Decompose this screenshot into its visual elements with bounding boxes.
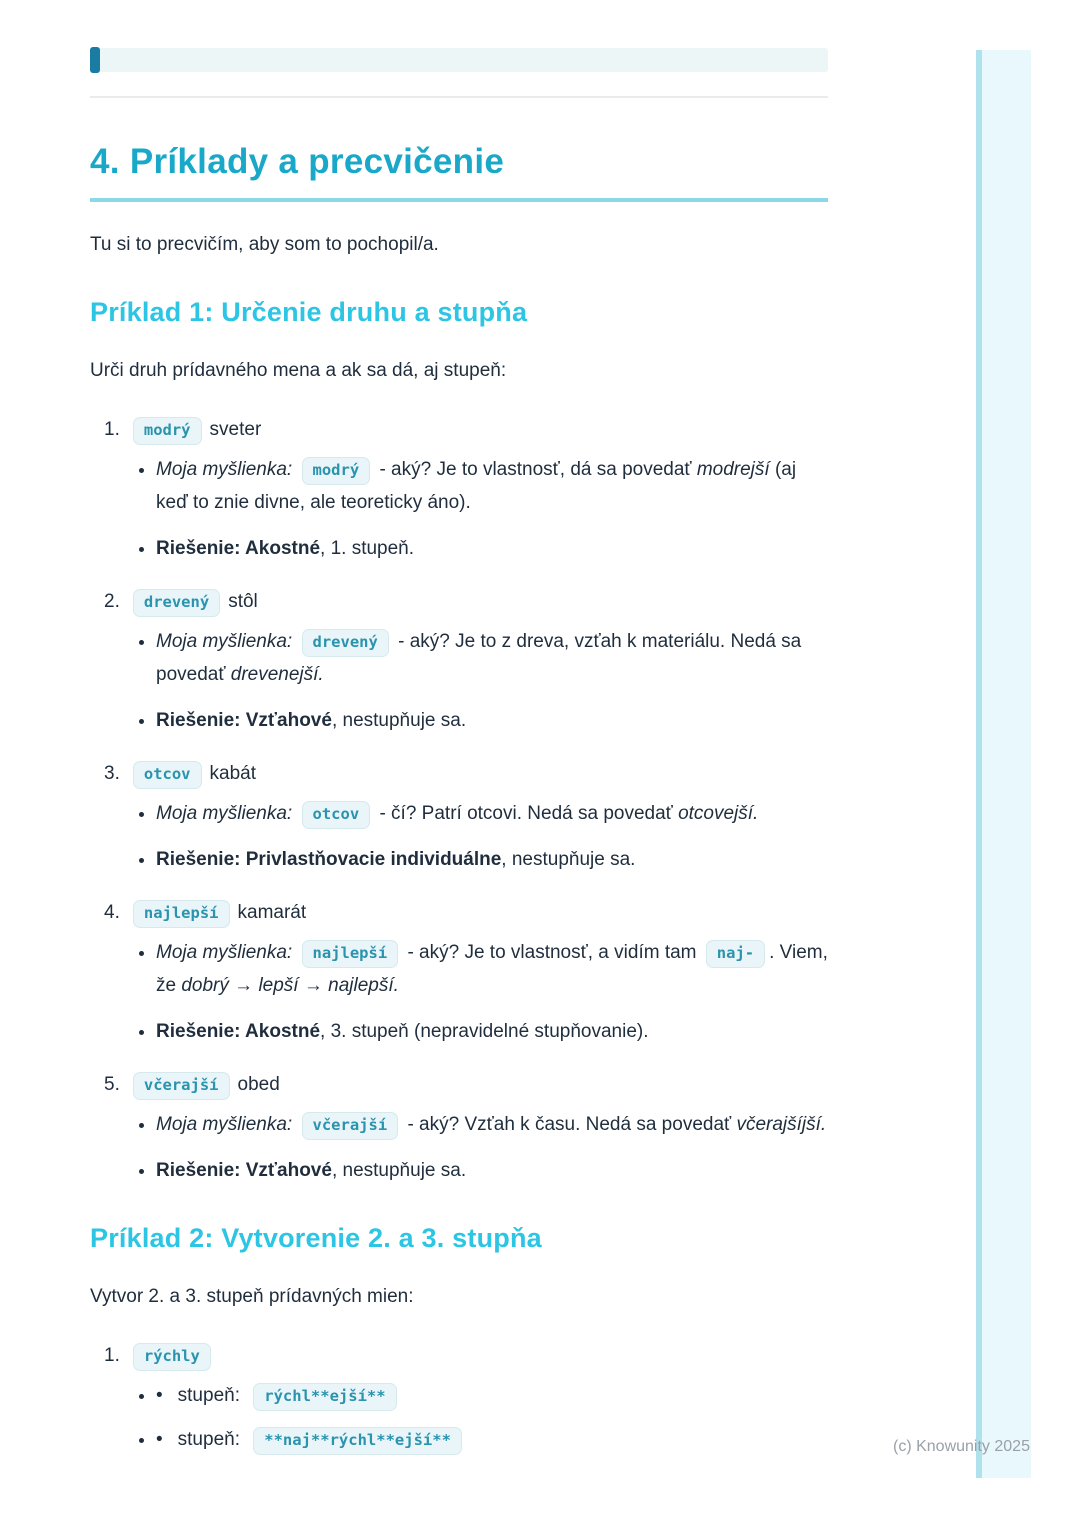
code-badge: rýchl**ejší**	[253, 1383, 396, 1411]
solution-bullet	[156, 843, 828, 876]
item-number: 4.	[104, 901, 120, 923]
code-badge: otcov	[302, 801, 371, 829]
item-number: 2.	[104, 590, 120, 612]
solution-rest: , nestupňuje sa.	[331, 1159, 467, 1181]
solution-bullet	[156, 704, 828, 737]
side-panel	[982, 50, 1031, 1478]
solution-bold: Riešenie: Privlastňovacie individuálne	[156, 848, 502, 870]
solution-bold: Riešenie: Akostné	[156, 1020, 321, 1042]
item-bullets	[90, 453, 828, 565]
think-text: . Viem, že	[156, 941, 828, 996]
item-head	[90, 585, 828, 619]
think-text: - aký? Vzťah k času. Nedá sa povedať	[407, 1113, 732, 1135]
code-badge: modrý	[133, 417, 202, 445]
code-badge: včerajší	[302, 1112, 399, 1140]
code-badge: naj-	[706, 940, 765, 968]
item-bullets	[90, 1379, 828, 1456]
item-head	[90, 896, 828, 930]
item-number: 3.	[104, 762, 120, 784]
code-badge: drevený	[302, 629, 389, 657]
bullet-glyph: •	[156, 1384, 163, 1406]
think-text: - aký? Je to z dreva, vzťah k materiálu. Nedá sa povedať	[156, 630, 802, 685]
section-2-title: Príklad 2: Vytvorenie 2. a 3. stupňa	[90, 1222, 542, 1253]
item-bullets	[90, 797, 828, 876]
code-badge: otcov	[133, 761, 202, 789]
solution-rest: , nestupňuje sa.	[331, 709, 467, 731]
degree-label: stupeň:	[177, 1384, 240, 1406]
think-text-italic: včerajšíjší.	[736, 1113, 827, 1135]
think-text-italic: modrejší	[696, 458, 770, 480]
think-bullet	[156, 797, 828, 830]
item-word: kabát	[209, 762, 257, 784]
solution-rest: , 1. stupeň.	[320, 537, 415, 559]
page-title: 4. Príklady a precvičenie	[90, 140, 828, 202]
solution-bullet	[156, 532, 828, 565]
solution-bold: Riešenie: Akostné	[156, 537, 321, 559]
example-item-4	[90, 896, 828, 1048]
code-badge: včerajší	[133, 1072, 230, 1100]
code-badge: modrý	[302, 457, 371, 485]
think-label: Moja myšlienka:	[156, 458, 293, 480]
think-text: - aký? Je to vlastnosť, a vidím tam	[407, 941, 697, 963]
think-bullet	[156, 453, 828, 519]
think-bullet	[156, 625, 828, 691]
think-text: (aj keď to znie divne, ale teoreticky áno).	[156, 458, 797, 513]
think-text: - čí? Patrí otcovi. Nedá sa povedať	[379, 802, 673, 824]
code-badge: drevený	[133, 589, 220, 617]
example-item-rychly	[90, 1339, 828, 1456]
side-rule	[976, 50, 982, 1478]
item-head	[90, 757, 828, 791]
example-item-2	[90, 585, 828, 737]
solution-bold: Riešenie: Vzťahové	[156, 709, 332, 731]
item-bullets	[90, 936, 828, 1048]
think-text: - aký? Je to vlastnosť, dá sa povedať	[379, 458, 692, 480]
degree-bullet	[156, 1379, 828, 1412]
item-bullets	[90, 625, 828, 737]
code-badge: najlepší	[302, 940, 399, 968]
think-label: Moja myšlienka:	[156, 630, 293, 652]
intro-text: Tu si to precvičím, aby som to pochopil/a.	[90, 233, 439, 255]
solution-bold: Riešenie: Vzťahové	[156, 1159, 332, 1181]
think-text-italic: dobrý → lepší → najlepší.	[181, 974, 399, 996]
example-item-3	[90, 757, 828, 876]
copyright-text: (c) Knowunity 2025	[893, 1438, 1030, 1455]
think-text-italic: drevenejší.	[230, 663, 324, 685]
item-head	[90, 413, 828, 447]
example-item-5	[90, 1068, 828, 1187]
think-bullet	[156, 936, 828, 1002]
divider-rule	[90, 96, 828, 98]
think-bullet	[156, 1108, 828, 1141]
think-label: Moja myšlienka:	[156, 802, 293, 824]
section-2-lead: Vytvor 2. a 3. stupeň prídavných mien:	[90, 1285, 414, 1307]
bullet-glyph: •	[156, 1428, 163, 1450]
section-1-title: Príklad 1: Určenie druhu a stupňa	[90, 296, 528, 327]
think-label: Moja myšlienka:	[156, 1113, 293, 1135]
think-text-italic: otcovejší.	[678, 802, 759, 824]
code-badge: **naj**rýchl**ejší**	[253, 1427, 462, 1455]
item-word: sveter	[209, 418, 262, 440]
item-bullets	[90, 1108, 828, 1187]
solution-rest: , nestupňuje sa.	[501, 848, 636, 870]
example-list-2	[90, 1339, 828, 1456]
section-1-lead: Urči druh prídavného mena a ak sa dá, aj stupeň:	[90, 359, 507, 381]
example-item-1	[90, 413, 828, 565]
solution-bullet	[156, 1015, 828, 1048]
item-number: 1.	[104, 1344, 120, 1366]
code-badge: rýchly	[133, 1343, 211, 1371]
item-number: 5.	[104, 1073, 120, 1095]
solution-bullet	[156, 1154, 828, 1187]
think-label: Moja myšlienka:	[156, 941, 293, 963]
degree-bullet	[156, 1423, 828, 1456]
top-strip	[90, 48, 828, 72]
item-word: stôl	[228, 590, 258, 612]
item-head	[90, 1068, 828, 1102]
degree-label: stupeň:	[177, 1428, 240, 1450]
example-list-1	[90, 413, 828, 1187]
top-strip-handle	[90, 47, 100, 73]
code-badge: najlepší	[133, 900, 230, 928]
item-number: 1.	[104, 418, 120, 440]
item-word: obed	[237, 1073, 280, 1095]
item-head	[90, 1339, 828, 1373]
solution-rest: , 3. stupeň (nepravidelné stupňovanie).	[320, 1020, 649, 1042]
content-column	[90, 0, 828, 1476]
item-word: kamarát	[237, 901, 307, 923]
